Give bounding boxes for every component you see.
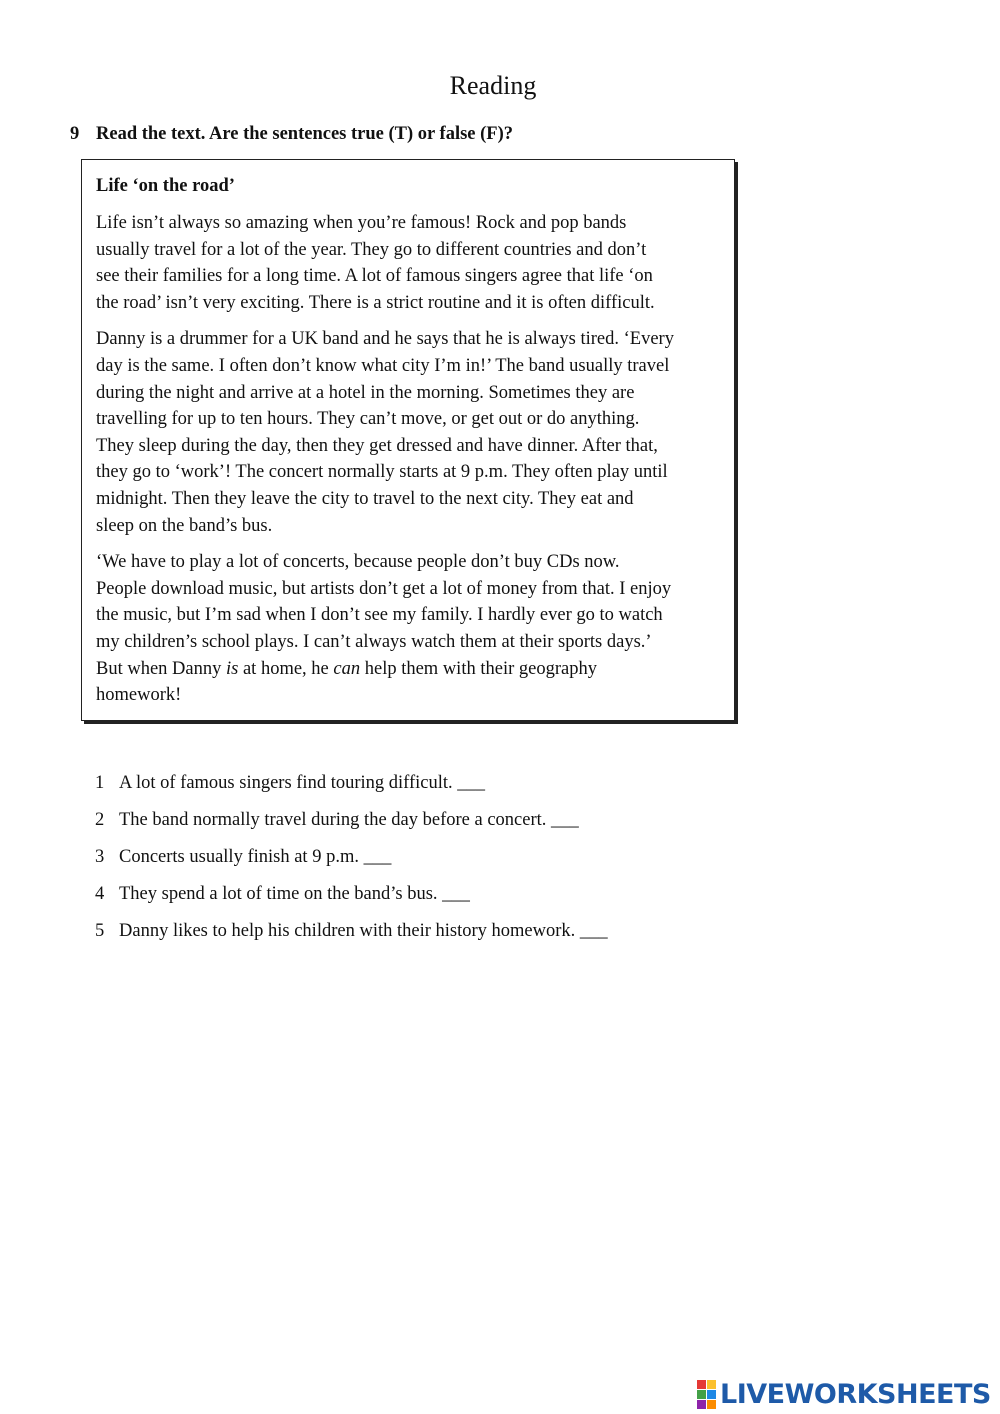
story-line: day is the same. I often don’t know what city I’m in!’ The band usually travel [96, 355, 670, 376]
question-text: Concerts usually finish at 9 p.m. ___ [119, 847, 392, 867]
story-line: homework! [96, 685, 182, 706]
story-line: the road’ isn’t very exciting. There is a strict routine and it is often difficult. [96, 292, 655, 313]
story-emphasis: can [333, 658, 361, 679]
story-line: they go to ‘work’! The concert normally starts at 9 p.m. They often play until [96, 462, 668, 483]
question-item [95, 807, 608, 844]
question-item [95, 918, 608, 955]
story-emphasis: is [226, 658, 239, 679]
story-text-segment: at home, he [238, 658, 334, 679]
logo-block [697, 1390, 706, 1399]
logo-block [697, 1380, 706, 1389]
story-line: People download music, but artists don’t get a lot of money from that. I enjoy [96, 578, 672, 599]
logo-block [707, 1390, 716, 1399]
logo-block [707, 1400, 716, 1409]
question-number: 1 [95, 773, 105, 793]
story-line: sleep on the band’s bus. [96, 515, 273, 536]
story-line: ‘We have to play a lot of concerts, because people don’t buy CDs now. [96, 552, 620, 573]
story-line: Danny is a drummer for a UK band and he says that he is always tired. ‘Every [96, 329, 674, 350]
story-line: my children’s school plays. I can’t always watch them at their sports days.’ [96, 631, 652, 652]
story-line: midnight. Then they leave the city to travel to the next city. They eat and [96, 488, 634, 509]
page-title: Reading [449, 71, 537, 100]
story-line: They sleep during the day, then they get dressed and have dinner. After that, [96, 435, 658, 456]
story-line: during the night and arrive at a hotel in the morning. Sometimes they are [96, 382, 635, 403]
story-text-segment: But when Danny [96, 658, 226, 679]
story-line: Life isn’t always so amazing when you’re famous! Rock and pop bands [96, 213, 627, 233]
logo-block [697, 1400, 706, 1409]
logo-blocks-icon [697, 1380, 716, 1409]
story-line: see their families for a long time. A lot of famous singers agree that life ‘on [96, 266, 653, 287]
instruction-text: Read the text. Are the sentences true (T) or false (F)? [96, 124, 513, 144]
question-item [95, 844, 608, 881]
question-number: 4 [95, 884, 105, 904]
exercise-number: 9 [70, 124, 80, 144]
question-number: 3 [95, 847, 105, 867]
story-line: travelling for up to ten hours. They can’t move, or get out or do anything. [96, 409, 640, 430]
liveworksheets-logo[interactable] [697, 1374, 991, 1414]
story-title: Life ‘on the road’ [96, 176, 235, 196]
exercise-instruction [70, 122, 513, 146]
true-false-questions [95, 770, 608, 955]
logo-block [707, 1380, 716, 1389]
story-line: usually travel for a lot of the year. They go to different countries and don’t [96, 239, 647, 260]
question-text: A lot of famous singers find touring difficult. ___ [119, 773, 486, 793]
question-item [95, 770, 608, 807]
question-text: The band normally travel during the day before a concert. ___ [119, 810, 579, 830]
story-line: the music, but I’m sad when I don’t see my family. I hardly ever go to watch [96, 605, 663, 626]
story-text-segment: help them with their geography [360, 658, 597, 679]
reading-text-box [81, 159, 735, 721]
question-text: Danny likes to help his children with their history homework. ___ [119, 921, 608, 941]
question-number: 2 [95, 810, 105, 830]
question-number: 5 [95, 921, 105, 941]
story-line [96, 656, 724, 683]
story-paragraph-1 [96, 210, 724, 316]
story-paragraph-3 [96, 549, 724, 709]
logo-text: LIVEWORKSHEETS [720, 1378, 991, 1410]
question-text: They spend a lot of time on the band’s bus. ___ [119, 884, 470, 904]
question-item [95, 881, 608, 918]
story-paragraph-2 [96, 326, 724, 539]
